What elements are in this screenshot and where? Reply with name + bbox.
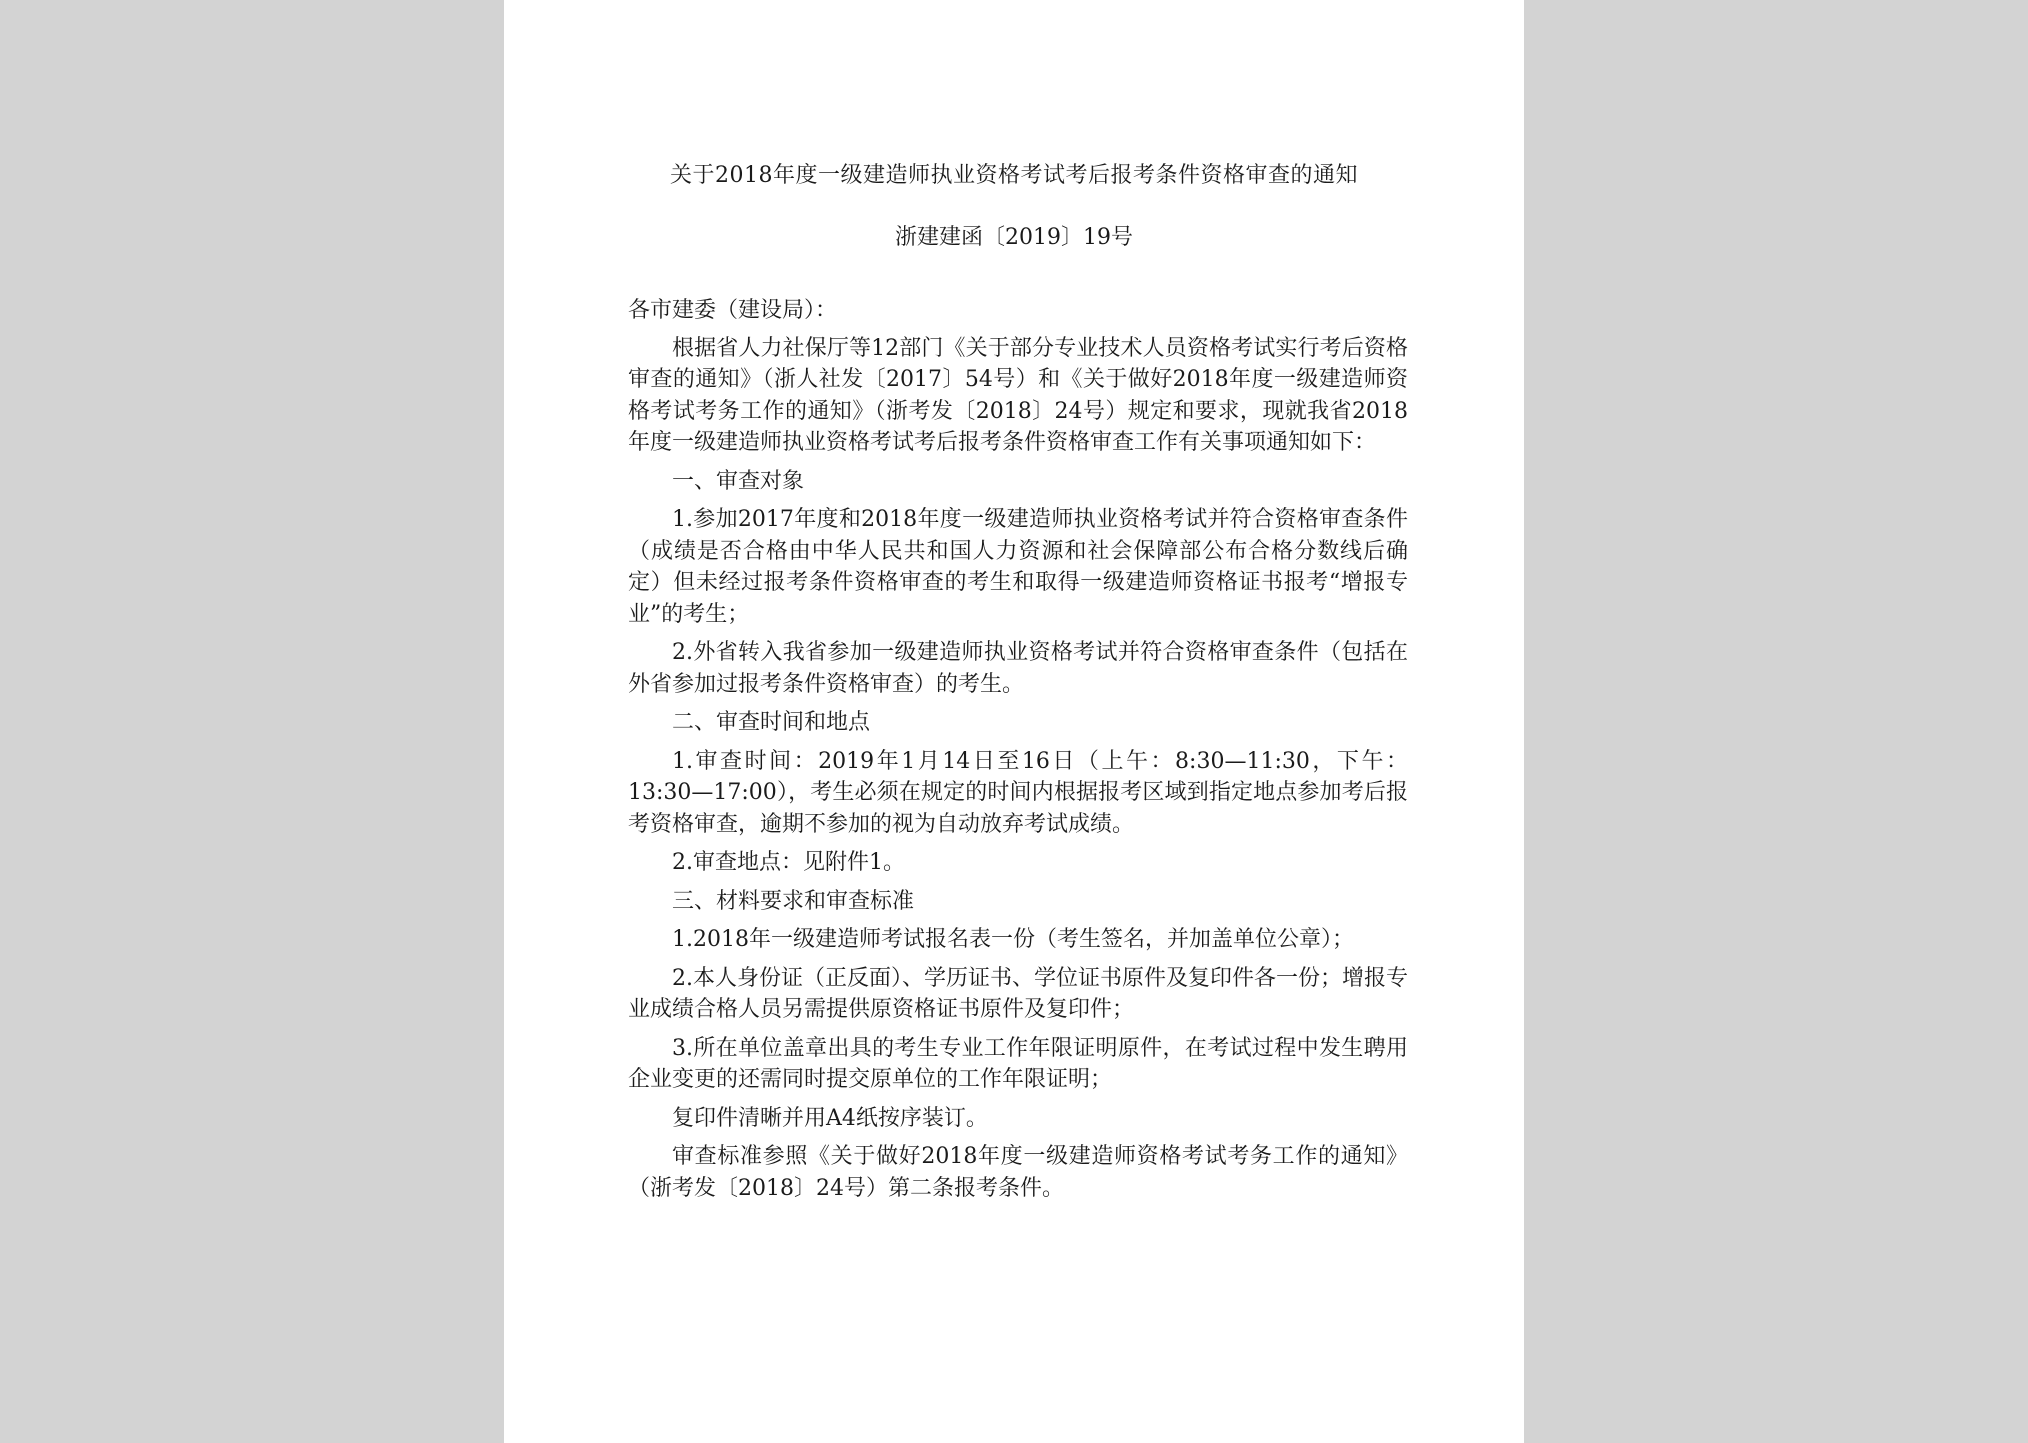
salutation: 各市建委（建设局）： bbox=[628, 298, 838, 323]
section-heading-materials: 三、材料要求和审查标准 bbox=[672, 888, 915, 914]
paragraph-review-place: 2.审查地点：见附件1。 bbox=[672, 850, 905, 875]
document-title: 关于2018年度一级建造师执业资格考试考后报考条件资格审查的通知 bbox=[670, 163, 1358, 188]
paragraph-target-2: 2.外省转入我省参加一级建造师执业资格考试并符合资格审查条件（包括在外省参加过报考条件资格审查）的考生。 bbox=[628, 640, 1408, 697]
document-page bbox=[504, 0, 1524, 1443]
paragraph-material-2: 2.本人身份证（正反面）、学历证书、学位证书原件及复印件各一份；增报专业成绩合格人员另需提供原资格证书原件及复印件； bbox=[628, 965, 1408, 1022]
paragraph-binding-note: 复印件清晰并用A4纸按序装订。 bbox=[672, 1105, 988, 1131]
section-heading-time-place: 二、审查时间和地点 bbox=[672, 710, 871, 735]
paragraph-material-1: 1.2018年一级建造师考试报名表一份（考生签名，并加盖单位公章）； bbox=[672, 927, 1354, 952]
paragraph-review-time: 1.审查时间：2019年1月14日至16日（上午：8:30—11:30，下午：13:30—17:00），考生必须在规定的时间内根据报考区域到指定地点参加考后报考资格审查，逾期不参加的视为自动放弃考试成绩。 bbox=[628, 748, 1408, 837]
paragraph-review-standard: 审查标准参照《关于做好2018年度一级建造师资格考试考务工作的通知》（浙考发〔2018〕24号）第二条报考条件。 bbox=[628, 1144, 1408, 1201]
paragraph-target-1: 1.参加2017年度和2018年度一级建造师执业资格考试并符合资格审查条件（成绩是否合格由中华人民共和国人力资源和社会保障部公布合格分数线后确定）但未经过报考条件资格审查的考生和取得一级建造师资格证书报考“增报专业”的考生； bbox=[628, 507, 1408, 627]
document-number: 浙建建函〔2019〕19号 bbox=[895, 225, 1133, 250]
section-heading-review-targets: 一、审查对象 bbox=[672, 468, 805, 494]
paragraph-material-3: 3.所在单位盖章出具的考生专业工作年限证明原件，在考试过程中发生聘用企业变更的还需同时提交原单位的工作年限证明； bbox=[628, 1035, 1408, 1092]
document-body bbox=[628, 295, 1408, 1211]
paragraph-intro: 根据省人力社保厅等12部门《关于部分专业技术人员资格考试实行考后资格审查的通知》（浙人社发〔2017〕54号）和《关于做好2018年度一级建造师资格考试考务工作的通知》（浙考发〔2018〕24号）规定和要求，现就我省2018年度一级建造师执业资格考试考后报考条件资格审查工作有关事项通知如下： bbox=[628, 335, 1408, 455]
